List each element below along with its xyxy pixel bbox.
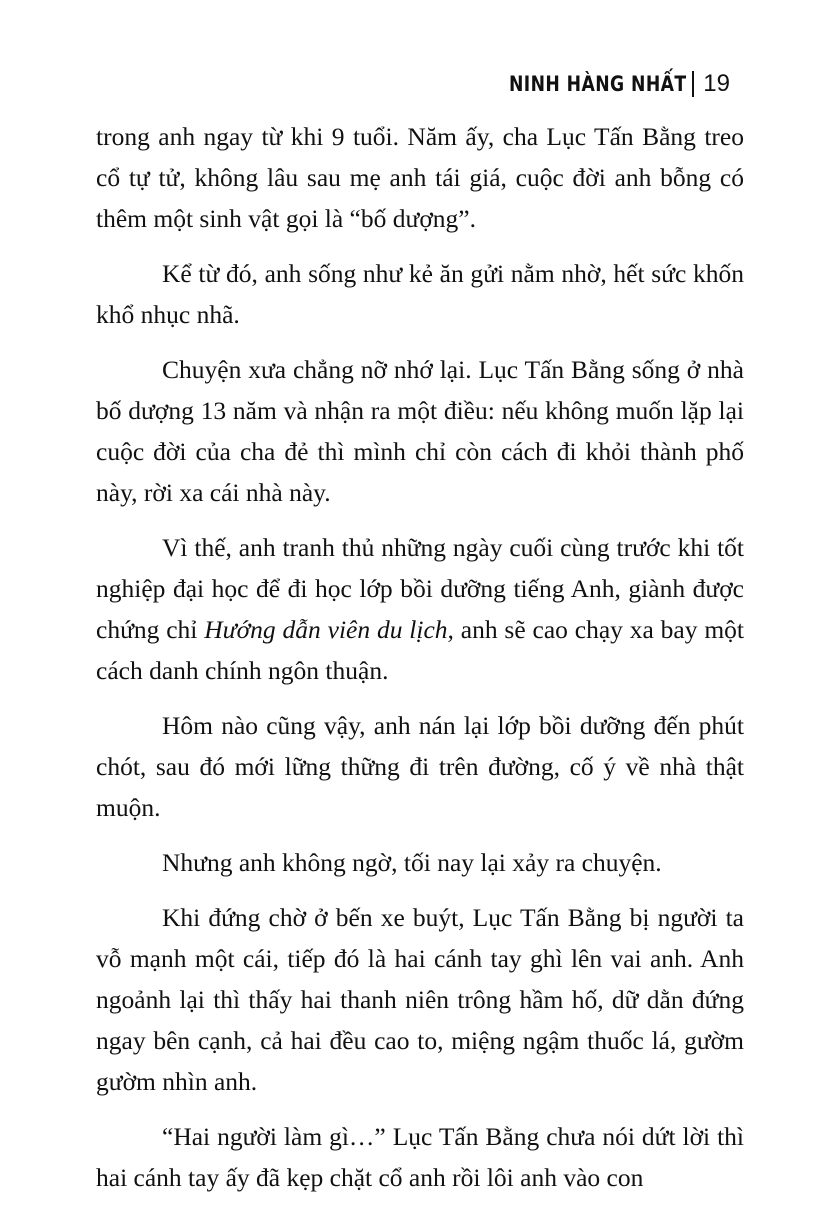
paragraph-6: Nhưng anh không ngờ, tối nay lại xảy ra chuyện. [162, 848, 662, 877]
paragraph-3: Chuyện xưa chẳng nỡ nhớ lại. Lục Tấn Bằng sống ở nhà bố dượng 13 năm và nhận ra một điều: nếu không muốn lặp lại cuộc đời của cha đẻ thì mình chỉ còn cách đi khỏi thành phố này, rời xa cái nhà này. [96, 355, 744, 507]
paragraph-7: Khi đứng chờ ở bến xe buýt, Lục Tấn Bằng bị người ta vỗ mạnh một cái, tiếp đó là hai cánh tay ghì lên vai anh. Anh ngoảnh lại thì thấy hai thanh niên trông hầm hố, dữ dằn đứng ngay bên cạnh, cả hai đều cao to, miệng ngậm thuốc lá, gườm gườm nhìn anh. [96, 903, 744, 1096]
body-text [96, 116, 744, 1212]
paragraph-1: trong anh ngay từ khi 9 tuổi. Năm ấy, cha Lục Tấn Bằng treo cổ tự tử, không lâu sau mẹ anh tái giá, cuộc đời anh bỗng có thêm một sinh vật gọi là “bố dượng”. [96, 122, 744, 233]
running-header [470, 70, 730, 98]
page-number: 19 [703, 70, 730, 97]
paragraph-4 [96, 527, 744, 691]
paragraph-2: Kể từ đó, anh sống như kẻ ăn gửi nằm nhờ, hết sức khốn khổ nhục nhã. [96, 259, 744, 329]
paragraph-4-text-before: Vì thế, anh tranh thủ những ngày cuối cùng trước khi tốt nghiệp đại học để đi học lớp bồi dưỡng tiếng Anh, giành được chứng chỉ [96, 533, 744, 644]
paragraph-4-italic-title: Hướng dẫn viên du lịch, [204, 615, 454, 644]
running-header-title: NINH HÀNG NHẤT [508, 72, 687, 96]
header-separator [692, 71, 694, 97]
paragraph-4-text-after: anh sẽ cao chạy xa bay một cách danh chính ngôn thuận. [96, 615, 744, 685]
paragraph-8: “Hai người làm gì…” Lục Tấn Bằng chưa nói dứt lời thì hai cánh tay ấy đã kẹp chặt cổ anh rồi lôi anh vào con [96, 1122, 744, 1192]
paragraph-5: Hôm nào cũng vậy, anh nán lại lớp bồi dưỡng đến phút chót, sau đó mới lững thững đi trên đường, cố ý về nhà thật muộn. [96, 711, 744, 822]
